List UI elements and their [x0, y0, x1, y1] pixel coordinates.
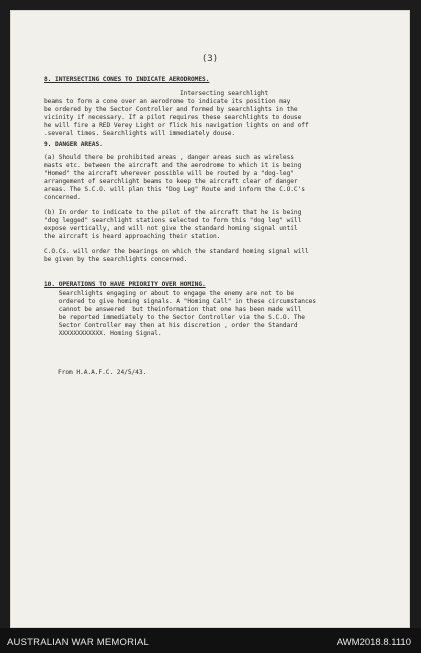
signoff: From H.A.A.F.C. 24/5/43. — [58, 369, 147, 376]
section-9a-line: arrangement of searchlight beams to keep the aircraft clear of danger — [44, 178, 298, 185]
section-9a-line: masts etc. between the aircraft and the aerodrome to which it is being — [44, 162, 302, 169]
section-9-heading: 9. DANGER AREAS. — [44, 141, 103, 148]
section-10-line: be reported immediately to the Sector Controller via the S.C.O. The — [44, 314, 305, 321]
section-10-line: XXXXXXXXXXXX. Homing Signal. — [44, 330, 162, 337]
section-8-line: be ordered by the Sector Controller and formed by searchlights in the — [44, 106, 298, 113]
section-9b-line: "dog legged" searchlight stations selected to form this "dog leg" will — [44, 217, 302, 224]
section-8-heading: 8. INTERSECTING CONES TO INDICATE AERODROMES. — [44, 76, 210, 83]
source-label: AUSTRALIAN WAR MEMORIAL — [7, 637, 150, 648]
section-9a-line: "Homed" the aircraft wherever possible will be routed by a "dog-leg" — [44, 170, 294, 177]
archive-footer — [0, 628, 421, 653]
document-page — [10, 10, 410, 628]
section-9b-line: the aircraft is heard approaching their station. — [44, 233, 221, 240]
section-9a-line: areas. The S.C.O. will plan this "Dog Leg" Route and inform the C.O.C's — [44, 186, 305, 193]
section-8-line: beams to form a cone over an aerodrome to indicate its position may — [44, 98, 291, 105]
section-8-line: .several times. Searchlights will immediately douse. — [44, 130, 236, 137]
section-9c-line: C.O.Cs. will order the bearings on which the standard homing signal will — [44, 248, 309, 255]
section-8-line: Intersecting searchlight — [44, 90, 269, 97]
section-8-line: vicinity if necessary. If a pilot requires these searchlights to douse — [44, 114, 302, 121]
section-10-line: ordered to give homing signals. A "Homing Call" in these circumstances — [44, 298, 316, 305]
section-8-line: he will fire a RED Verey Light or flick his navigation lights on and off — [44, 122, 309, 129]
section-9b-line: expose vertically, and will not give the standard homing signal until — [44, 225, 298, 232]
section-10-line: Searchlights engaging or about to engage the enemy are not to be — [44, 290, 294, 297]
section-10-line: Sector Controller may then at his discretion , order the Standard — [44, 322, 298, 329]
section-9a-line: (a) Should there be prohibited areas , danger areas such as wireless — [44, 154, 294, 161]
section-9b-line: (b) In order to indicate to the pilot of the aircraft that he is being — [44, 209, 302, 216]
page-number: (3) — [201, 54, 219, 64]
section-9a-line: concerned. — [44, 194, 81, 201]
section-10-line: cannot be answered but theinformation that one has been made will — [44, 306, 302, 313]
section-9c-line: be given by the searchlights concerned. — [44, 256, 188, 263]
catalogue-id: AWM2018.8.1110 — [336, 637, 411, 648]
section-10-heading: 10. OPERATIONS TO HAVE PRIORITY OVER HOMING. — [44, 281, 206, 288]
